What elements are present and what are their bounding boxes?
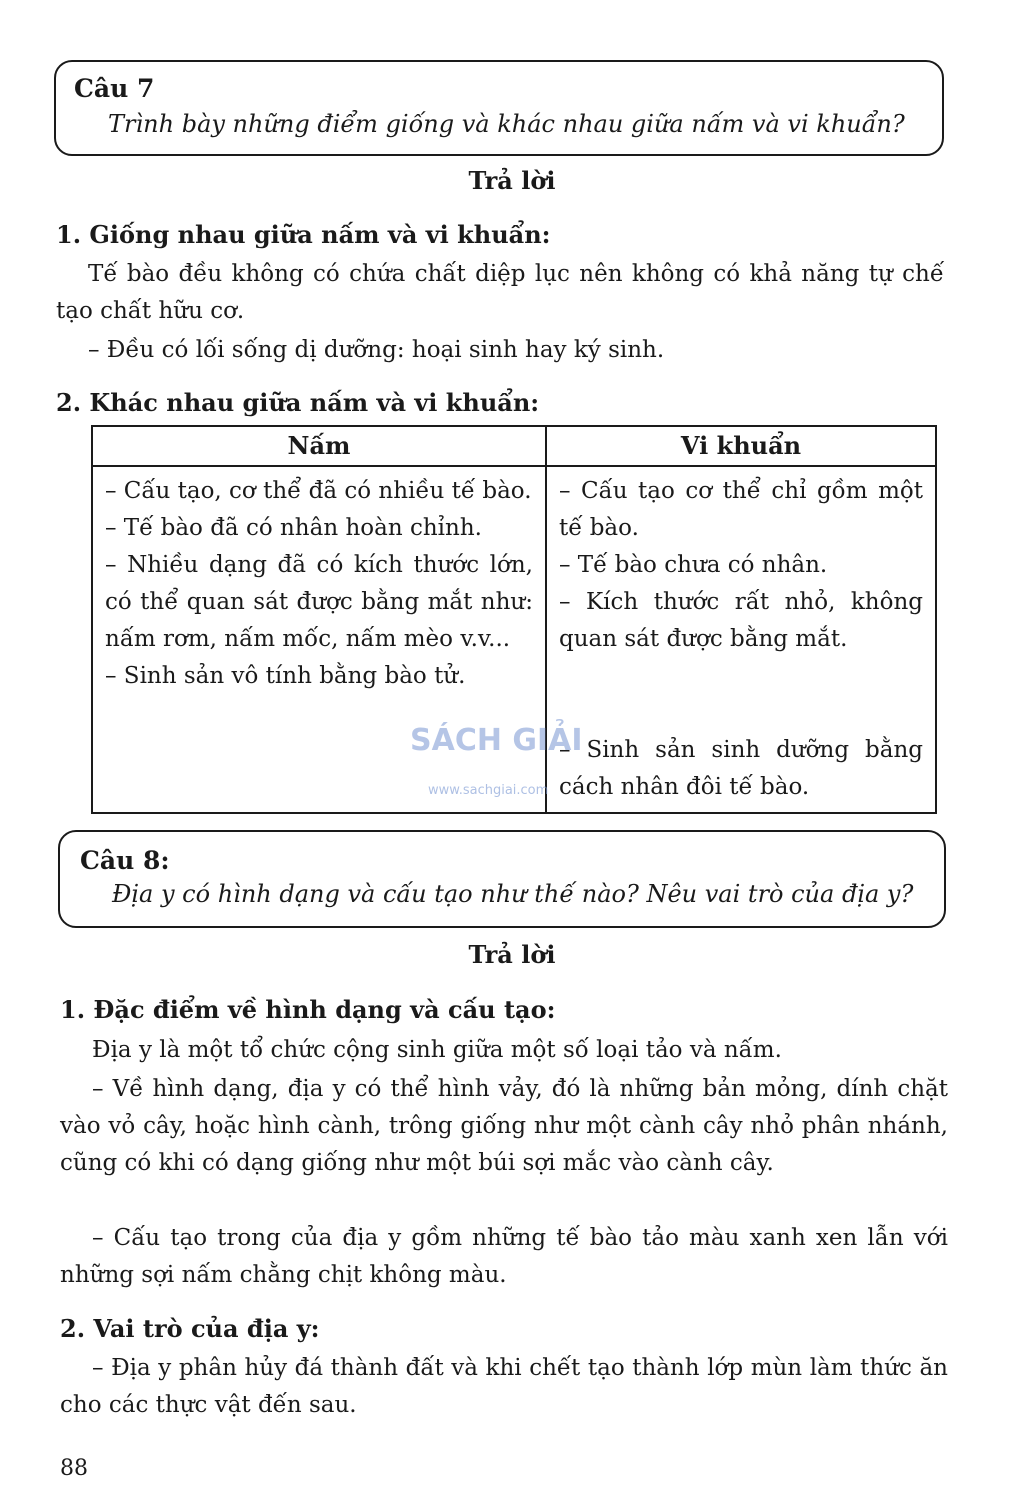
watermark-url: www.sachgiai.com	[428, 783, 549, 798]
bacteria-point-1: – Cấu tạo cơ thể chỉ gồm một tế bào.	[559, 478, 923, 541]
page-number: 88	[60, 1456, 88, 1481]
question-8-title: Câu 8:	[80, 846, 170, 875]
table-header-fungi: Nấm	[92, 426, 546, 466]
comparison-table	[91, 425, 937, 814]
fungi-point-2: – Tế bào đã có nhân hoàn chỉnh.	[105, 515, 482, 541]
similarities-paragraph-1: Tế bào đều không có chứa chất diệp lục nên không có khả năng tự chế tạo chất hữu cơ.	[56, 261, 944, 324]
question-8-text: Địa y có hình dạng và cấu tạo như thế nào? Nêu vai trò của địa y?	[112, 880, 914, 908]
fungi-point-4: – Sinh sản vô tính bằng bào tử.	[105, 663, 466, 689]
lichen-role-heading: 2. Vai trò của địa y:	[60, 1314, 320, 1343]
table-header-bacteria: Vi khuẩn	[546, 426, 936, 466]
fungi-point-1: – Cấu tạo, cơ thể đã có nhiều tế bào.	[105, 478, 532, 504]
question-7-text: Trình bày những điểm giống và khác nhau giữa nấm và vi khuẩn?	[108, 110, 905, 138]
answer-7-label: Trả lời	[468, 166, 556, 195]
fungi-cell	[92, 466, 549, 813]
watermark-brand: SÁCH GIẢI	[410, 723, 583, 758]
bacteria-point-3: – Kích thước rất nhỏ, không quan sát được bằng mắt.	[559, 589, 923, 652]
question-7-title: Câu 7	[74, 74, 155, 103]
similarities-paragraph-2: – Đều có lối sống dị dưỡng: hoại sinh hay ký sinh.	[88, 337, 665, 363]
answer-8-label: Trả lời	[468, 940, 556, 969]
question-8-box	[58, 830, 946, 928]
bacteria-point-4: – Sinh sản sinh dưỡng bằng cách nhân đôi tế bào.	[559, 737, 923, 800]
table-row	[92, 466, 936, 813]
lichen-features-paragraph-1: Địa y là một tổ chức cộng sinh giữa một số loại tảo và nấm.	[92, 1037, 782, 1063]
differences-heading: 2. Khác nhau giữa nấm và vi khuẩn:	[56, 388, 540, 417]
bacteria-point-2: – Tế bào chưa có nhân.	[559, 552, 828, 578]
lichen-features-heading: 1. Đặc điểm về hình dạng và cấu tạo:	[60, 995, 556, 1024]
lichen-features-paragraph-3: – Cấu tạo trong của địa y gồm những tế bào tảo màu xanh xen lẫn với những sợi nấm chằng chịt không màu.	[60, 1225, 948, 1288]
lichen-features-paragraph-2: – Về hình dạng, địa y có thể hình vảy, đó là những bản mỏng, dính chặt vào vỏ cây, hoặc hình cành, trông giống như một cành cây nhỏ phân nhánh, cũng có khi có dạng giống như một búi sợi mắc vào cành cây.	[60, 1076, 948, 1176]
bacteria-cell	[546, 466, 936, 813]
similarities-heading: 1. Giống nhau giữa nấm và vi khuẩn:	[56, 220, 551, 249]
fungi-point-3: – Nhiều dạng đã có kích thước lớn, có thể quan sát được bằng mắt như: nấm rơm, nấm mốc, nấm mèo v.v...	[105, 552, 533, 652]
question-7-box	[54, 60, 944, 156]
table-header-row	[92, 426, 936, 466]
lichen-role-paragraph: – Địa y phân hủy đá thành đất và khi chết tạo thành lớp mùn làm thức ăn cho các thực vật đến sau.	[60, 1355, 948, 1418]
